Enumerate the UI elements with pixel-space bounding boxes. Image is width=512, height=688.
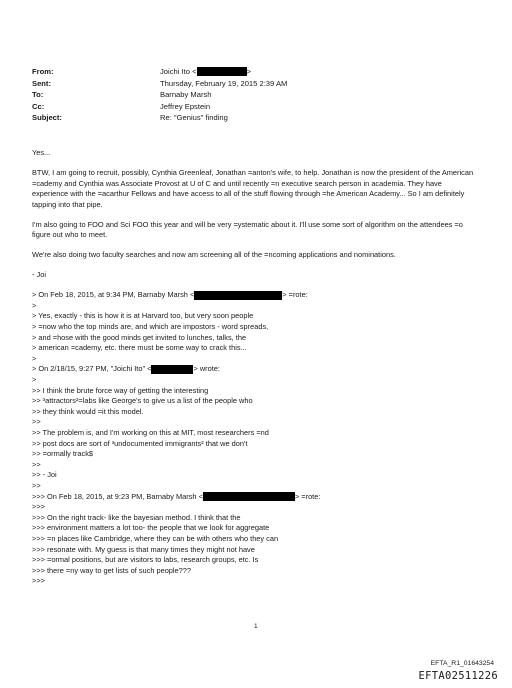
quoted-line: > Yes, exactly - this is how it is at Harvard too, but very soon people <box>32 311 254 321</box>
quoted-line: >>> =ormal positions, but are visitors to labs, research groups, etc. Is <box>32 555 259 565</box>
page-number: 1 <box>254 623 258 630</box>
signature: - Joi <box>32 270 46 280</box>
from-value <box>160 66 251 78</box>
quoted-line: >> - Joi <box>32 470 57 480</box>
cc-value: Jeffrey Epstein <box>160 101 211 111</box>
quoted-line: > <box>32 375 37 385</box>
email-header <box>32 66 287 124</box>
quoted-text: > On Feb 18, 2015, at 9:34 PM, Barnaby Marsh < <box>32 290 195 300</box>
quoted-line <box>32 492 480 503</box>
quoted-line: >> ³attractors²=labs like George's to give us a list of the people who <box>32 396 253 406</box>
to-row <box>32 89 287 101</box>
quoted-line: >> post docs are sort of ³undocumented immigrants² that we don't <box>32 438 248 448</box>
redaction-box <box>151 365 193 374</box>
quoted-line: > and =hose with the good minds get invited to lunches, talks, the <box>32 332 247 342</box>
from-bracket: > <box>246 67 251 76</box>
to-value: Barnaby Marsh <box>160 90 212 100</box>
from-name: Joichi Ito < <box>160 67 197 76</box>
quoted-line: >> =ormally track$ <box>32 449 93 459</box>
quoted-text: > wrote: <box>193 364 220 374</box>
quoted-line: >> I think the brute force way of getting the interesting <box>32 385 209 395</box>
quoted-text: > =rote: <box>294 491 321 501</box>
subject-label: Subject: <box>32 113 62 123</box>
quoted-text: > =rote: <box>282 290 308 300</box>
from-label: From: <box>32 67 54 76</box>
quoted-line: >>> there =ny way to get lists of such people??? <box>32 565 192 575</box>
body-paragraph: We're also doing two faculty searches and now am screening all of the =ncoming applications and nominations. <box>32 250 396 260</box>
redaction-box <box>194 291 282 300</box>
body-paragraph: BTW, I am going to recruit, possibly, Cynthia Greenleaf, Jonathan =anton's wife, to help. Jonathan is now the president of the American =cademy and Cynthia was Associate Provost at U of C and until recently =n executive search person in academia. They have experience with the =acarthur Fellows and have access to all of the stuff flowing through =he American Academy... So I am definitely tapping into that pipe. <box>32 167 474 209</box>
quoted-line: >>> resonate with. My guess is that many times they might not have <box>32 544 255 554</box>
sent-row <box>32 78 287 90</box>
quoted-line: > american =cademy, etc. there must be some way to crack this... <box>32 343 247 353</box>
quoted-line: > =now who the top minds are, and which are impostors - word spreads, <box>32 322 269 332</box>
email-body <box>32 148 480 587</box>
sent-value: Thursday, February 19, 2015 2:39 AM <box>160 78 288 88</box>
quoted-line: >>> environment matters a lot too- the people that we look for aggregate <box>32 523 270 533</box>
document-id-small: EFTA_R1_01643254 <box>430 660 494 667</box>
quoted-line: >> <box>32 459 41 469</box>
quoted-line: > <box>32 353 37 363</box>
to-label: To: <box>32 90 44 100</box>
redaction-box <box>203 492 295 501</box>
from-row <box>32 66 287 78</box>
body-paragraph: Yes... <box>32 148 51 157</box>
quoted-line: >>> On the right track- like the bayesian method. I think that the <box>32 512 241 522</box>
quoted-line: >> they think would =it this model. <box>32 406 144 416</box>
quoted-text: >>> On Feb 18, 2015, at 9:23 PM, Barnaby Marsh < <box>32 491 203 501</box>
quoted-line: >> <box>32 480 41 490</box>
quoted-line: >>> <box>32 502 45 512</box>
sent-label: Sent: <box>32 78 51 88</box>
document-id-large: EFTA02511226 <box>418 670 498 682</box>
body-paragraph: I'm also going to FOO and Sci FOO this year and will be very =ystematic about it. I'll use some sort of algorithm on the attendees =o figure out who to meet. <box>32 219 463 240</box>
quoted-line: >> <box>32 417 41 427</box>
subject-value: Re: "Genius" finding <box>160 113 228 123</box>
quoted-text: > On 2/18/15, 9:27 PM, "Joichi Ito" < <box>32 364 152 374</box>
quoted-line <box>32 364 480 375</box>
quoted-line <box>32 290 480 301</box>
quoted-line: >>> <box>32 576 45 586</box>
redaction-box <box>197 67 247 76</box>
cc-row <box>32 101 287 113</box>
quoted-line: >>> =n places like Cambridge, where they can be with others who they can <box>32 533 279 543</box>
cc-label: Cc: <box>32 101 45 111</box>
quoted-line: >> The problem is, and I'm working on this at MIT, most researchers =nd <box>32 428 269 438</box>
quoted-line: > <box>32 300 37 310</box>
subject-row <box>32 112 287 124</box>
